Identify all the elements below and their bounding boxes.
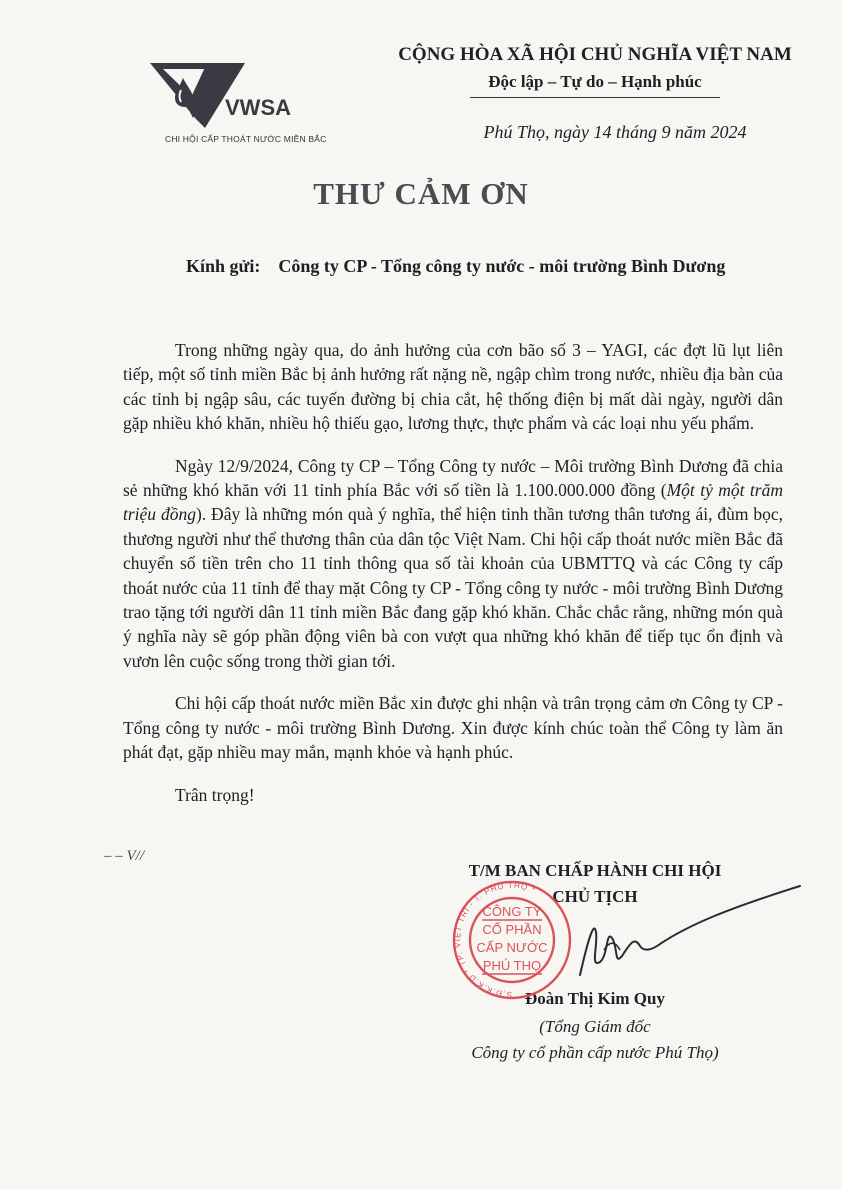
signer-role-line-2: Công ty cổ phần cấp nước Phú Thọ): [471, 1043, 719, 1062]
stamp-line-1: CÔNG TY: [482, 904, 542, 919]
paragraph-2-part-b: ). Đây là những món quà ý nghĩa, thể hiện tinh thần tương thân tương ái, đùm bọc, thương người như thể thương thân của dân tộc Việt Nam. Chi hội cấp thoát nước miền Bắc đã chuyển số tiền trên cho 11 tỉnh thông qua số tài khoản của UBMTTQ và các Công ty cấp thoát nước của 11 tỉnh để thay mặt Công ty CP - Tổng công ty nước - môi trường Bình Dương trao tặng tới người dân 11 tỉnh miền Bắc đang gặp khó khăn. Chắc chắc rằng, những món quà ý nghĩa này sẽ góp phần động viên bà con vượt qua những khó khăn để tiếp tục ổn định và vươn lên cuộc sống trong thời gian tới.: [123, 504, 783, 671]
recipient-line: [186, 256, 725, 277]
paragraph-2-part-a: Ngày 12/9/2024, Công ty CP – Tổng Công ty nước – Môi trường Bình Dương đã chia sẻ những khó khăn với 11 tỉnh phía Bắc với số tiền là 1.100.000.000 đồng (: [123, 455, 783, 501]
motto: Độc lập – Tự do – Hạnh phúc: [488, 72, 702, 91]
stamp-line-3: CẤP NƯỚC: [476, 940, 548, 955]
handwritten-mark: – – V//: [104, 848, 144, 864]
signer-org-title: T/M BAN CHẤP HÀNH CHI HỘI: [468, 861, 722, 880]
stamp-line-4: PHÚ THỌ: [482, 958, 542, 973]
logo-wordmark: VWSA: [225, 95, 291, 120]
letter-body: [123, 338, 783, 825]
nation-heading: CỘNG HÒA XÃ HỘI CHỦ NGHĨA VIỆT NAM: [398, 44, 792, 65]
signer-position: CHỦ TỊCH: [552, 887, 638, 906]
signer-name: Đoàn Thị Kim Quy: [525, 989, 665, 1008]
motto-underline: [470, 97, 720, 98]
signer-role: [430, 1014, 760, 1066]
stamp-ring-text: S.Đ.K.K.D * TP. VIỆT TRÌ - T. PHÚ THỌ *: [452, 880, 538, 1000]
paragraph-1: Trong những ngày qua, do ảnh hưởng của cơn bão số 3 – YAGI, các đợt lũ lụt liên tiếp, một số tỉnh miền Bắc bị ảnh hưởng rất nặng nề, ngập chìm trong nước, nhiều địa bàn của các tỉnh bị ngập sâu, các tuyến đường bị chia cắt, hệ thống điện bị mất dài ngày, người dân gặp nhiều khó khăn, nhiều hộ thiếu gạo, lương thực, thực phẩm và các loại nhu yếu phẩm.: [123, 340, 783, 434]
closing: Trân trọng!: [175, 784, 255, 805]
recipient-label: Kính gửi:: [186, 256, 261, 276]
vwsa-logo: [145, 60, 327, 150]
recipient-name: Công ty CP - Tổng công ty nước - môi trường Bình Dương: [278, 256, 726, 276]
letter-title: THƯ CẢM ƠN: [313, 176, 529, 211]
signer-role-line-1: (Tổng Giám đốc: [539, 1017, 651, 1036]
amount-in-words: Một tỷ một trăm triệu đồng: [123, 480, 783, 525]
paragraph-2: [123, 454, 783, 674]
handwritten-signature-icon: [560, 880, 810, 990]
vwsa-logo-icon: [145, 60, 320, 132]
paragraph-3: Chi hội cấp thoát nước miền Bắc xin được ghi nhận và trân trọng cảm ơn Công ty CP - Tổng công ty nước - môi trường Bình Dương. Xin được kính chúc toàn thể Công ty làm ăn phát đạt, gặp nhiều may mắn, mạnh khỏe và hạnh phúc.: [123, 693, 783, 763]
stamp-line-2: CỔ PHẦN: [482, 922, 542, 937]
logo-subtitle: CHI HỘI CẤP THOÁT NƯỚC MIỀN BẮC: [165, 134, 327, 144]
letter-date: Phú Thọ, ngày 14 tháng 9 năm 2024: [483, 122, 747, 142]
